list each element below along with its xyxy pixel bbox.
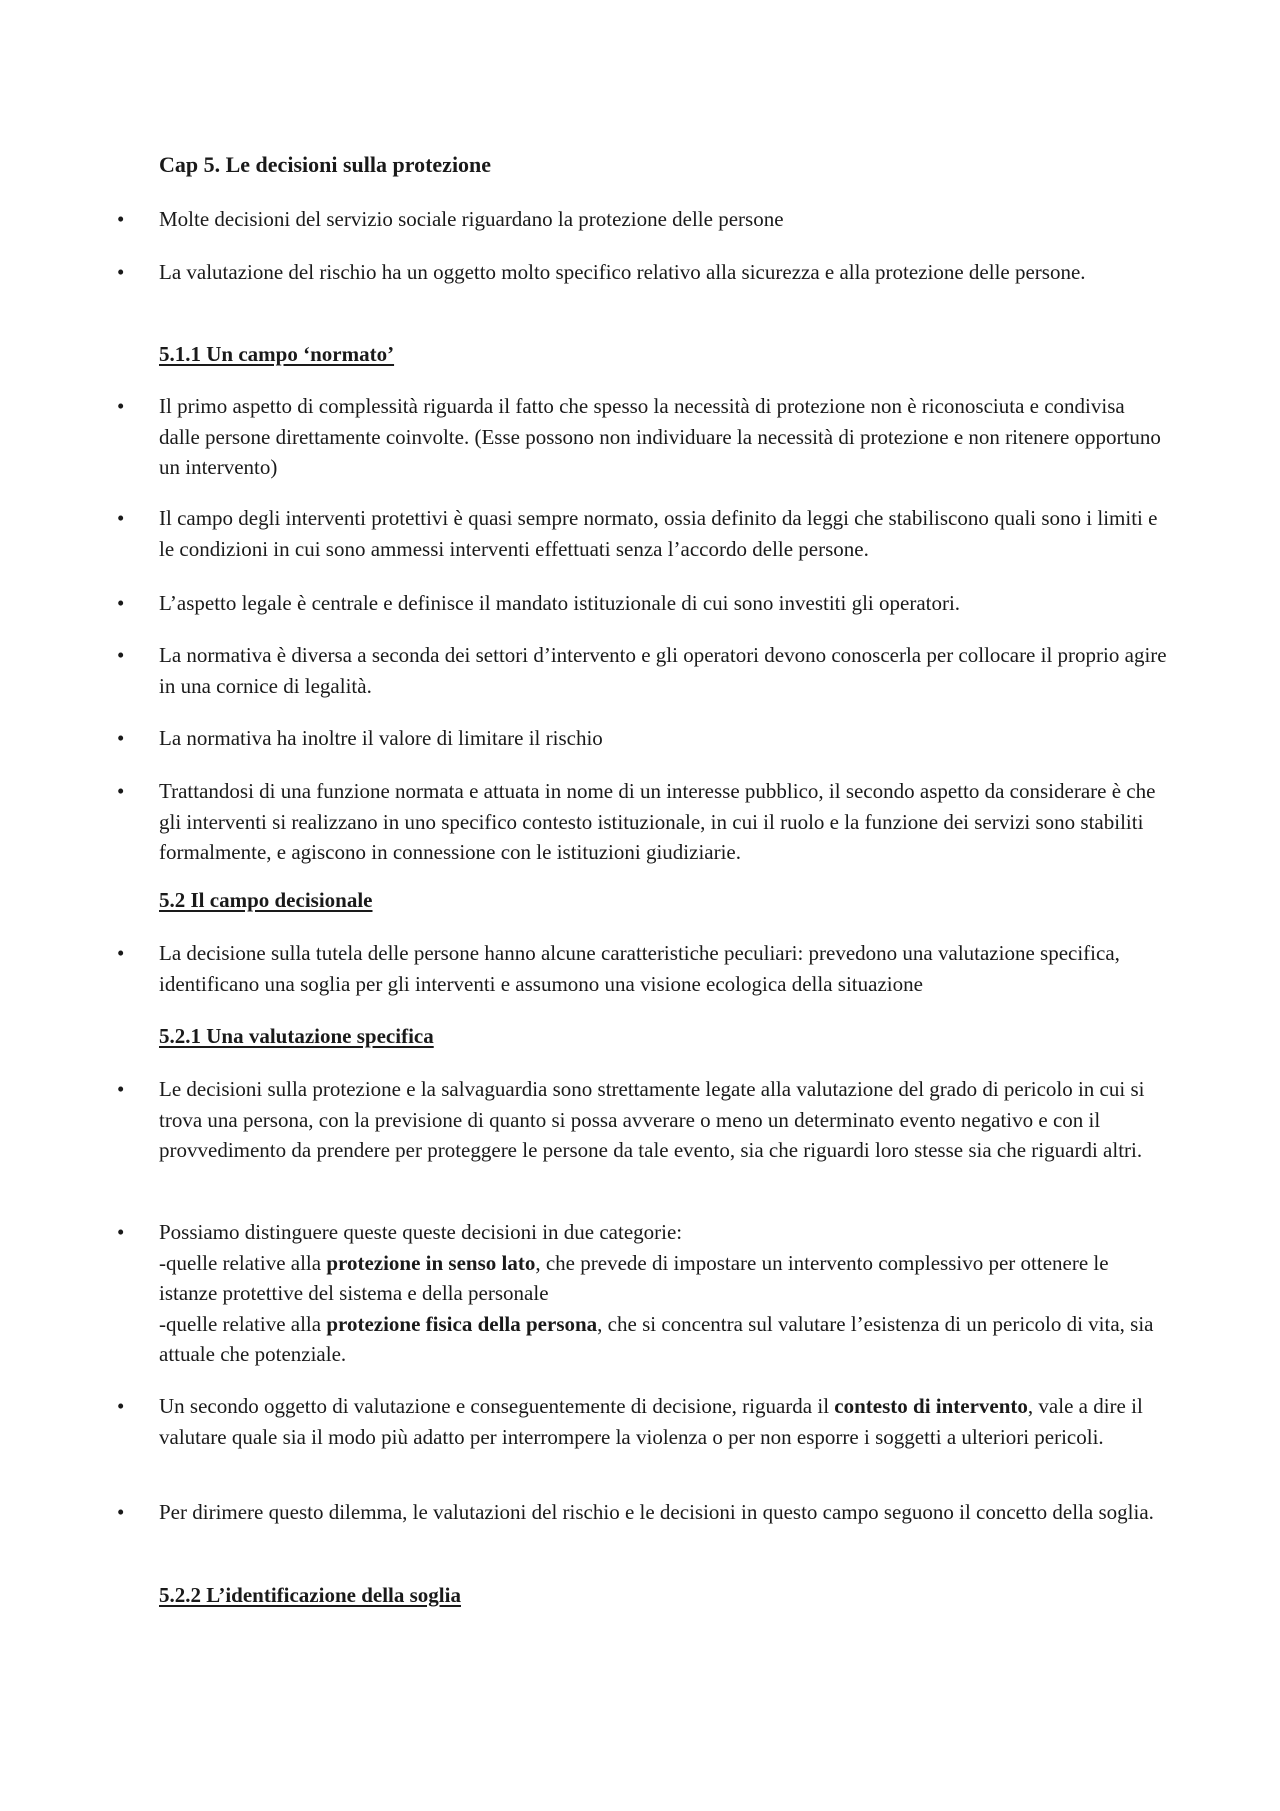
bullet-icon: • [117,506,125,530]
list-item-text: Molte decisioni del servizio sociale riguardano la protezione delle persone [159,207,784,231]
section-heading: 5.2 Il campo decisionale [159,888,373,912]
section-heading: 5.2.1 Una valutazione specifica [159,1024,434,1048]
section-heading: 5.2.2 L’identificazione della soglia [159,1583,461,1607]
category-emphasis: protezione in senso lato [326,1250,536,1275]
text-segment: , vale a dire il valutare quale sia il modo più adatto per interrompere la violenza o per non esporre i soggetti a ulteriori pericoli. [159,1394,1143,1449]
category-emphasis: protezione fisica della persona [326,1311,598,1336]
section-heading: 5.1.1 Un campo ‘normato’ [159,342,395,366]
bullet-icon: • [117,643,125,667]
categories-intro: Possiamo distinguere queste queste decisioni in due categorie: [159,1220,683,1244]
bullet-icon: • [117,591,125,615]
list-item-text: La decisione sulla tutela delle persone hanno alcune caratteristiche peculiari: prevedono una valutazione specifica, identificano una soglia per gli interventi e assumono una visione ecologica della situazione [159,941,1120,996]
bullet-icon: • [117,941,125,965]
bullet-icon: • [117,394,125,418]
list-item-text: Il primo aspetto di complessità riguarda il fatto che spesso la necessità di protezione non è riconosciuta e condivisa dalle persone direttamente coinvolte. (Esse possono non individuare la necessità di protezione e non ritenere opportuno un intervento) [159,394,1161,479]
list-item-text: Le decisioni sulla protezione e la salvaguardia sono strettamente legate alla valutazione del grado di pericolo in cui si trova una persona, con la previsione di quanto si possa avverare o meno un determinato evento negativo e con il provvedimento da prendere per proteggere le persone da tale evento, sia che riguardi loro stesse sia che riguardi altri. [159,1077,1145,1162]
list-item-text: Trattandosi di una funzione normata e attuata in nome di un interesse pubblico, il secondo aspetto da considerare è che gli interventi si realizzano in uno specifico contesto istituzionale, in cui il ruolo e la funzione dei servizi sono stabiliti formalmente, e agiscono in connessione con le istituzioni giudiziarie. [159,779,1156,864]
bullet-icon: • [117,1500,125,1524]
category-description: , che si concentra sul valutare l’esistenza di un pericolo di vita, sia attuale che potenziale. [159,1311,1154,1366]
bullet-icon: • [117,207,125,231]
list-item-text: Per dirimere questo dilemma, le valutazioni del rischio e le decisioni in questo campo seguono il concetto della soglia. [159,1500,1154,1524]
list-item-text: La normativa ha inoltre il valore di limitare il rischio [159,726,603,750]
bullet-icon: • [117,260,125,284]
bullet-icon: • [117,1220,125,1244]
list-item-text: La valutazione del rischio ha un oggetto molto specifico relativo alla sicurezza e alla protezione delle persone. [159,260,1086,284]
list-item-text [159,1391,1169,1452]
bullet-icon: • [117,1077,125,1101]
text-segment: Un secondo oggetto di valutazione e conseguentemente di decisione, riguarda il [159,1394,835,1418]
list-item-text [159,1217,1169,1370]
list-item-text: Il campo degli interventi protettivi è quasi sempre normato, ossia definito da leggi che stabiliscono quali sono i limiti e le condizioni in cui sono ammessi interventi effettuati senza l’accordo delle persone. [159,506,1158,561]
bullet-icon: • [117,1394,125,1418]
category-description: , che prevede di impostare un intervento complessivo per ottenere le istanze protettive del sistema e della personale [159,1250,1109,1305]
list-item-text: La normativa è diversa a seconda dei settori d’intervento e gli operatori devono conoscerla per collocare il proprio agire in una cornice di legalità. [159,643,1167,698]
chapter-title: Cap 5. Le decisioni sulla protezione [159,152,492,177]
bullet-icon: • [117,726,125,750]
category-prefix: -quelle relative alla [159,1250,327,1275]
bullet-icon: • [117,779,125,803]
list-item-text: L’aspetto legale è centrale e definisce il mandato istituzionale di cui sono investiti gli operatori. [159,591,961,615]
emphasis-text: contesto di intervento [834,1394,1028,1418]
category-prefix: -quelle relative alla [159,1311,327,1336]
